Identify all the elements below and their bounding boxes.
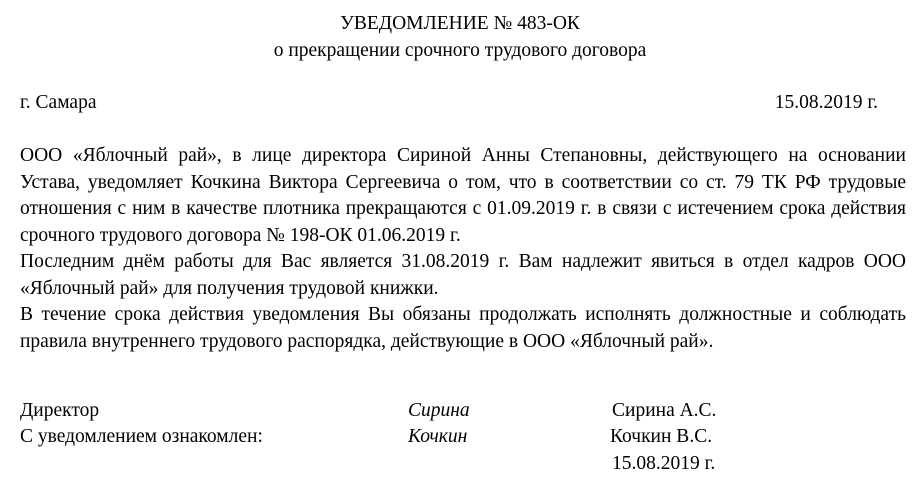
document-subtitle: о прекращении срочного трудового договора: [273, 40, 647, 61]
acknowledgement-date: 15.08.2019 г.: [612, 453, 716, 474]
director-signature: Сирина: [408, 400, 470, 421]
director-name: Сирина А.С.: [612, 400, 717, 421]
body-paragraph: ООО «Яблочный рай», в лице директора Сириной Анны Степановны, действующего на основании Устава, уведомляет Кочкина Виктора Сергеевича о том, что в соответствии со ст. 79 ТК РФ трудовые отношения с ним в качестве плотника прекращаются с 01.09.2019 г. в связи с истечением срока действия срочного трудового договора № 198-ОК 01.06.2019 г.: [20, 145, 906, 246]
document-title: УВЕДОМЛЕНИЕ № 483-ОК: [340, 13, 580, 34]
employee-signature: Кочкин: [408, 426, 468, 447]
place-of-issue: г. Самара: [20, 92, 97, 113]
acknowledgement-label: С уведомлением ознакомлен:: [20, 426, 263, 447]
body-paragraph: Последним днём работы для Вас является 31.08.2019 г. Вам надлежит явиться в отдел кадров ООО «Яблочный рай» для получения трудовой книжки.: [20, 251, 906, 299]
employee-name: Кочкин В.С.: [610, 426, 713, 447]
notice-body: [20, 143, 906, 355]
issue-date: 15.08.2019 г.: [774, 92, 878, 113]
director-label: Директор: [20, 400, 100, 421]
body-paragraph: В течение срока действия уведомления Вы обязаны продолжать исполнять должностные и соблюдать правила внутреннего трудового распорядка, действующие в ООО «Яблочный рай».: [20, 304, 906, 352]
